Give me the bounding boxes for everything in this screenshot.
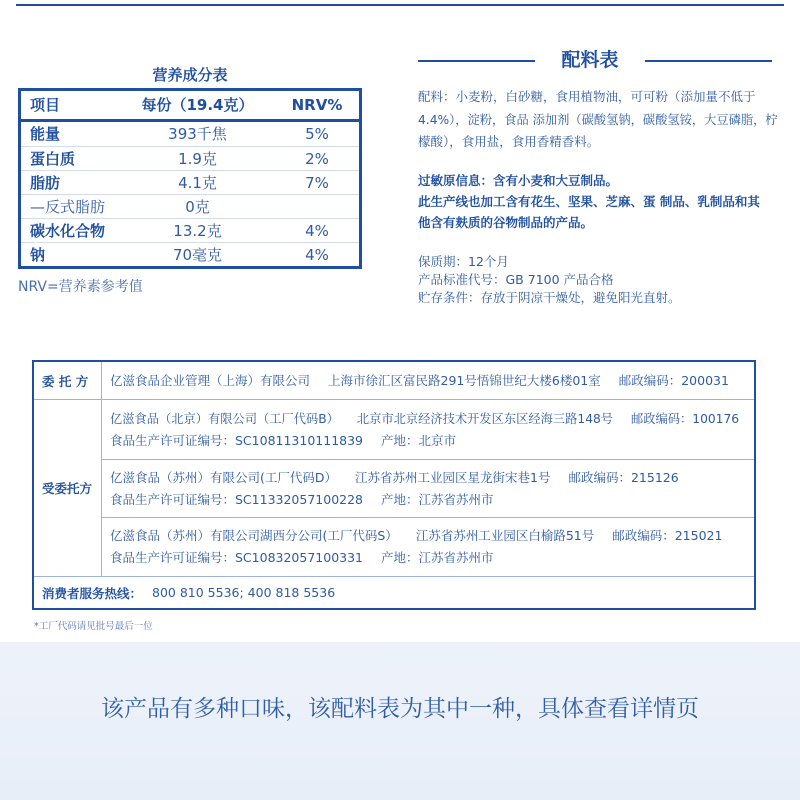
ingredients-title-rule-right bbox=[645, 60, 772, 62]
storage-conditions: 贮存条件：存放于阴凉干燥处，避免阳光直射。 bbox=[418, 290, 681, 305]
product-info bbox=[418, 253, 780, 307]
nutrient-amount: 1.9克 bbox=[178, 149, 217, 168]
nutrient-amount: 4.1克 bbox=[178, 173, 217, 192]
client-postcode: 邮政编码：200031 bbox=[618, 372, 729, 388]
hotline-row bbox=[34, 577, 754, 608]
nutrient-name: —反式脂肪 bbox=[30, 197, 106, 216]
nutrient-nrv: 4% bbox=[305, 245, 329, 264]
hotline-numbers: 800 810 5536; 400 818 5536 bbox=[152, 585, 336, 600]
contractor-line bbox=[110, 408, 748, 430]
top-divider bbox=[16, 4, 784, 6]
contractor-line bbox=[110, 525, 748, 547]
contractor-content bbox=[102, 400, 754, 576]
header-amount: 每份（19.4克） bbox=[141, 96, 254, 114]
nutrient-amount: 0克 bbox=[185, 197, 210, 216]
allergen-line: 过敏原信息：含有小麦和大豆制品。 bbox=[418, 173, 619, 188]
contractor-postcode: 邮政编码：215021 bbox=[612, 528, 723, 543]
nutrient-name: 脂肪 bbox=[30, 173, 61, 192]
contractor-row bbox=[34, 400, 754, 577]
nrv-footnote: NRV=营养素参考值 bbox=[18, 279, 143, 295]
contractor-company: 亿滋食品（苏州）有限公司湖西分公司(工厂代码S） bbox=[110, 528, 398, 543]
contractor-origin: 产地：北京市 bbox=[381, 432, 457, 448]
nutrient-name: 碳水化合物 bbox=[30, 221, 106, 240]
nutrient-name: 蛋白质 bbox=[30, 149, 76, 168]
nutrient-nrv: 4% bbox=[305, 221, 329, 240]
flavor-notice-banner bbox=[0, 642, 800, 800]
contractor-entry bbox=[102, 460, 754, 518]
ingredient-line: 配料：小麦粉，白砂糖，食用植物油，可可粉（添加量不低于 bbox=[418, 89, 756, 104]
nutrient-nrv: 2% bbox=[305, 149, 329, 168]
contractor-license: 食品生产许可证编号：SC10832057100331 bbox=[110, 550, 364, 565]
contractor-line bbox=[110, 489, 748, 511]
ingredients-title-rule-left bbox=[418, 60, 535, 62]
nutrient-name: 钠 bbox=[30, 245, 46, 264]
contractor-postcode: 邮政编码：100176 bbox=[631, 411, 740, 426]
nutrition-title: 营养成分表 bbox=[152, 66, 228, 84]
nutrient-amount: 70毫克 bbox=[172, 245, 223, 264]
client-row bbox=[34, 362, 754, 400]
contractor-address: 江苏省苏州工业园区白榆路51号 bbox=[415, 528, 595, 543]
contractor-entry bbox=[102, 400, 754, 460]
nutrition-row-trans-fat bbox=[21, 194, 359, 218]
nutrient-amount: 13.2克 bbox=[173, 221, 222, 240]
ingredient-line: 4.4%），淀粉，食品 添加剂（碳酸氢钠，碳酸氢铵，大豆磷脂，柠 bbox=[418, 112, 778, 127]
client-address: 上海市徐汇区富民路291号悟锦世纪大楼6楼01室 bbox=[328, 372, 601, 388]
contractor-origin: 产地：江苏省苏州市 bbox=[381, 491, 494, 507]
factory-code-note: *工厂代码请见批号最后一位 bbox=[34, 621, 153, 632]
flavor-notice-text: 该产品有多种口味，该配料表为其中一种，具体查看详情页 bbox=[101, 696, 699, 722]
contractor-line bbox=[110, 430, 748, 452]
allergen-line: 他含有麸质的谷物制品的产品。 bbox=[418, 215, 594, 230]
nutrient-nrv: 5% bbox=[305, 125, 329, 143]
client-company: 亿滋食品企业管理（上海）有限公司 bbox=[110, 372, 311, 388]
contractor-line bbox=[110, 467, 748, 489]
nutrition-row-energy bbox=[21, 122, 359, 146]
contractor-origin: 产地：江苏省苏州市 bbox=[381, 550, 494, 565]
client-line bbox=[110, 370, 748, 392]
nutrition-row-sodium bbox=[21, 242, 359, 266]
nutrition-table bbox=[18, 88, 362, 269]
producer-table bbox=[32, 360, 756, 610]
nutrient-amount: 393千焦 bbox=[168, 125, 227, 143]
client-label: 委 托 方 bbox=[34, 362, 102, 399]
nutrition-header-row bbox=[21, 91, 359, 122]
contractor-postcode: 邮政编码：215126 bbox=[568, 469, 679, 485]
contractor-address: 北京市北京经济技术开发区东区经海三路148号 bbox=[356, 411, 614, 426]
hotline-label: 消费者服务热线： bbox=[42, 585, 143, 601]
nutrient-nrv: 7% bbox=[305, 173, 329, 192]
contractor-company: 亿滋食品（北京）有限公司（工厂代码B） bbox=[110, 411, 339, 426]
nutrition-row-protein bbox=[21, 146, 359, 170]
ingredient-list bbox=[418, 86, 780, 154]
ingredients-title: 配料表 bbox=[561, 49, 619, 71]
contractor-line bbox=[110, 547, 748, 569]
nutrient-name: 能量 bbox=[30, 125, 61, 143]
allergen-info bbox=[418, 170, 780, 233]
contractor-address: 江苏省苏州工业园区星龙街宋巷1号 bbox=[355, 469, 551, 485]
shelf-life: 保质期：12个月 bbox=[418, 254, 509, 269]
contractor-company: 亿滋食品（苏州）有限公司(工厂代码D） bbox=[110, 469, 338, 485]
nutrition-row-fat bbox=[21, 170, 359, 194]
ingredient-line: 檬酸），食用盐，食用香精香料。 bbox=[418, 134, 600, 149]
product-standard: 产品标准代号：GB 7100 产品合格 bbox=[418, 272, 614, 287]
contractor-license: 食品生产许可证编号：SC10811310111839 bbox=[110, 432, 364, 448]
contractor-entry bbox=[102, 518, 754, 576]
header-nrv: NRV% bbox=[291, 96, 343, 114]
nutrition-row-carbohydrate bbox=[21, 218, 359, 242]
header-item: 项目 bbox=[30, 96, 61, 114]
client-content bbox=[102, 362, 754, 399]
contractor-label: 受委托方 bbox=[34, 400, 102, 576]
contractor-license: 食品生产许可证编号：SC11332057100228 bbox=[110, 491, 364, 507]
allergen-line: 此生产线也加工含有花生、坚果、芝麻、蛋 制品、乳制品和其 bbox=[418, 194, 760, 209]
